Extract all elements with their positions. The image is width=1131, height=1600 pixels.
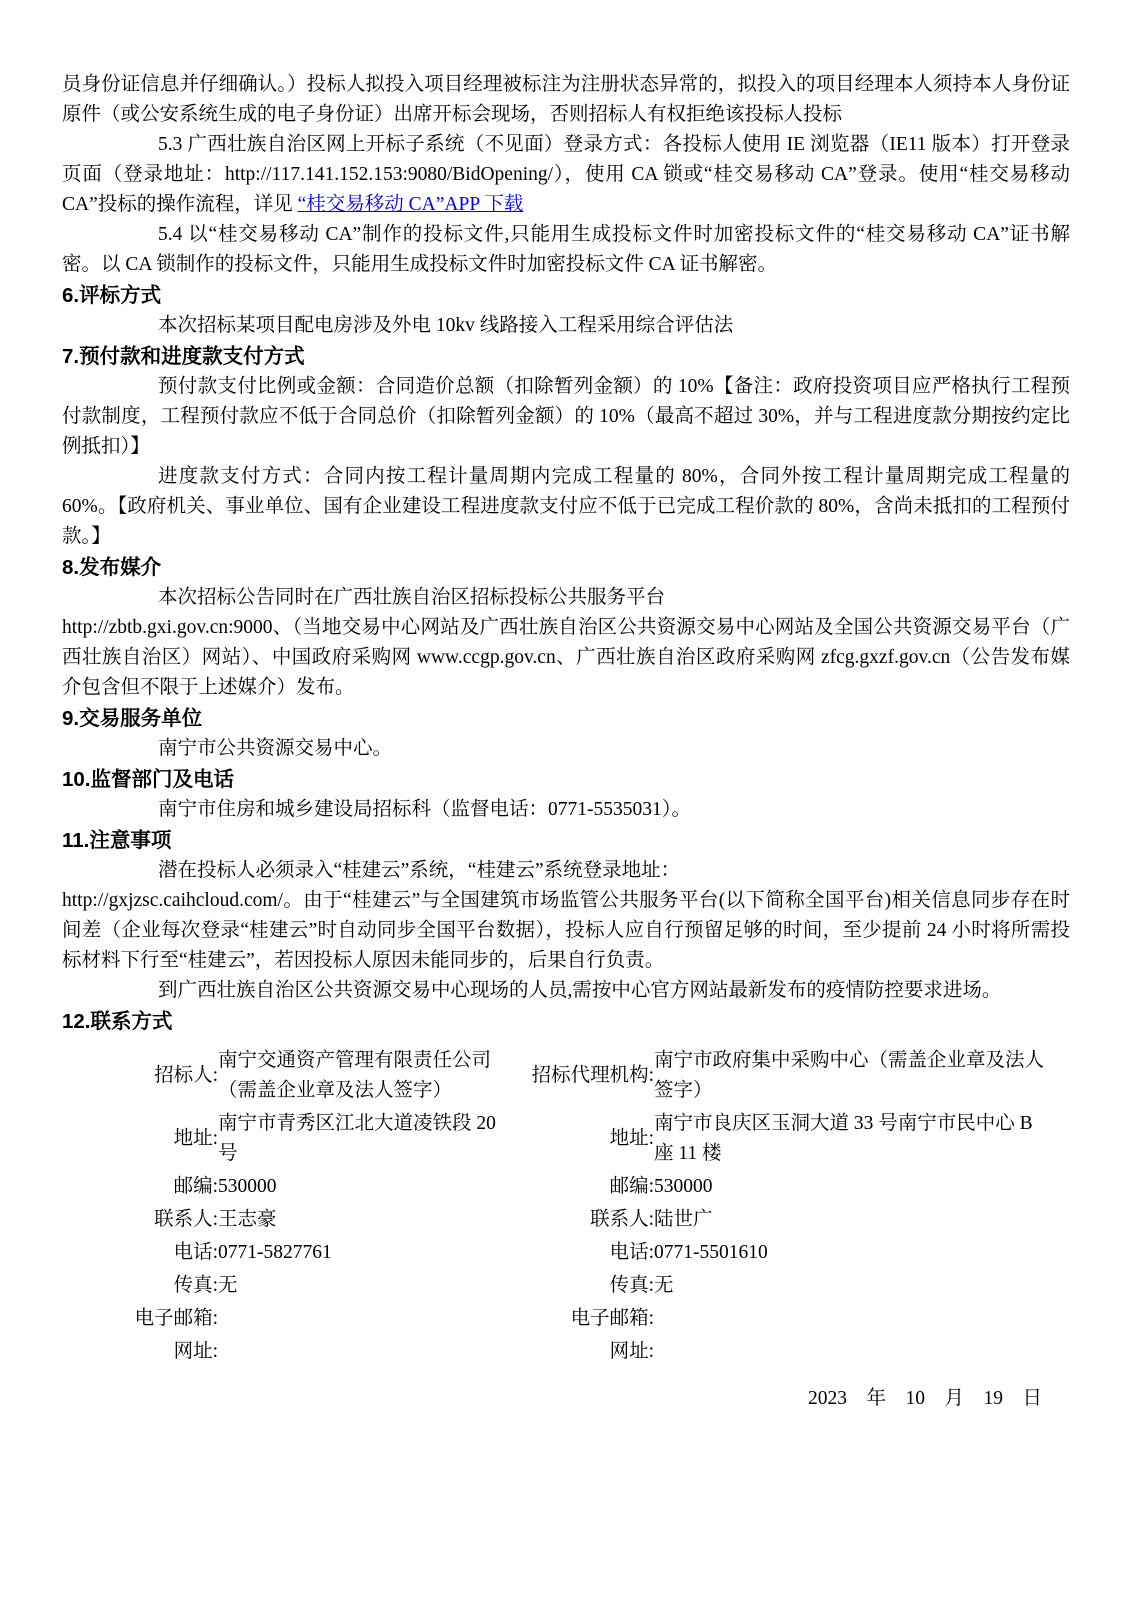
contact-value: 0771-5501610	[654, 1242, 768, 1263]
paragraph-continuation: 员身份证信息并仔细确认。）投标人拟投入项目经理被标注为注册状态异常的，拟投入的项目经理本人须持本人身份证原件（或公安系统生成的电子身份证）出席开标会现场，否则招标人有权拒绝该投标人投标	[62, 74, 1070, 125]
paragraph-5-4: 5.4 以“桂交易移动 CA”制作的投标文件,只能用生成投标文件时加密投标文件的“桂交易移动 CA”证书解密。以 CA 锁制作的投标文件，只能用生成投标文件时加密投标文件 CA 证书解密。	[62, 224, 1070, 275]
contact-label: 网址:	[173, 1341, 218, 1362]
section-11-paragraph-3: 到广西壮族自治区公共资源交易中心现场的人员,需按中心官方网站最新发布的疫情防控要求进场。	[158, 980, 1002, 1001]
section-6-heading: 6.评标方式	[62, 284, 162, 307]
section-7-paragraph-1: 预付款支付比例或金额：合同造价总额（扣除暂列金额）的 10%【备注：政府投资项目应严格执行工程预付款制度，工程预付款应不低于合同总价（扣除暂列金额）的 10%（最高不超过 30%，并与工程进度款分期按约定比例抵扣）】	[62, 376, 1070, 457]
contact-label: 电话:	[609, 1242, 654, 1263]
contact-row-person	[514, 1205, 1070, 1235]
contact-label: 邮编:	[609, 1176, 654, 1197]
contact-row-tenderer	[62, 1046, 514, 1106]
section-8-heading: 8.发布媒介	[62, 556, 162, 579]
contact-label: 招标代理机构:	[531, 1065, 654, 1086]
contact-value: 530000	[654, 1176, 713, 1197]
contact-value: 南宁市青秀区江北大道凌铁段 20 号	[218, 1113, 496, 1164]
contact-value: 南宁市良庆区玉洞大道 33 号南宁市民中心 B 座 11 楼	[654, 1113, 1033, 1164]
contact-row-address	[514, 1109, 1070, 1169]
contact-label: 传真:	[609, 1275, 654, 1296]
contact-label: 网址:	[609, 1341, 654, 1362]
contact-value: 无	[218, 1275, 238, 1296]
section-8-paragraph-2: http://zbtb.gxi.gov.cn:9000、（当地交易中心网站及广西壮族自治区公共资源交易中心网站及全国公共资源交易平台（广西壮族自治区）网站）、中国政府采购网 www.ccgp.gov.cn、广西壮族自治区政府采购网 zfcg.gxzf.gov.cn（公告发布媒介包含但不限于上述媒介）发布。	[62, 617, 1070, 698]
contact-label: 电话:	[173, 1242, 218, 1263]
contact-label: 电子邮箱:	[134, 1308, 218, 1329]
section-10-heading: 10.监督部门及电话	[62, 768, 234, 791]
contact-value: 王志豪	[218, 1209, 277, 1230]
contact-row-postcode	[514, 1172, 1070, 1202]
contact-row-fax	[514, 1271, 1070, 1301]
contact-label: 邮编:	[173, 1176, 218, 1197]
contact-row-agency	[514, 1046, 1070, 1106]
document-date: 2023 年 10 月 19 日	[807, 1388, 1042, 1409]
section-7-heading: 7.预付款和进度款支付方式	[62, 345, 305, 368]
section-11-paragraph-1: 潜在投标人必须录入“桂建云”系统，“桂建云”系统登录地址：	[158, 860, 681, 881]
contact-label: 地址:	[173, 1128, 218, 1149]
contact-row-website	[514, 1337, 1070, 1367]
contact-row-person	[62, 1205, 514, 1235]
paragraph-5-3	[62, 130, 1070, 220]
contact-row-phone	[514, 1238, 1070, 1268]
contact-label: 地址:	[609, 1128, 654, 1149]
contact-label: 联系人:	[590, 1209, 654, 1230]
contact-value: 南宁交通资产管理有限责任公司（需盖企业章及法人签字）	[218, 1050, 492, 1101]
contact-value: 南宁市政府集中采购中心（需盖企业章及法人签字）	[654, 1050, 1045, 1101]
contact-value: 陆世广	[654, 1209, 713, 1230]
contact-row-email	[62, 1304, 514, 1334]
contact-column-agency	[514, 1043, 1070, 1370]
section-11-heading: 11.注意事项	[62, 829, 172, 852]
contact-row-address	[62, 1109, 514, 1169]
section-9-body: 南宁市公共资源交易中心。	[158, 738, 393, 759]
contact-row-website	[62, 1337, 514, 1367]
contact-row-phone	[62, 1238, 514, 1268]
contact-row-postcode	[62, 1172, 514, 1202]
section-7-paragraph-2: 进度款支付方式：合同内按工程计量周期内完成工程量的 80%，合同外按工程计量周期完成工程量的 60%。【政府机关、事业单位、国有企业建设工程进度款支付应不低于已完成工程价款的 80%，含尚未抵扣的工程预付款。】	[62, 466, 1070, 547]
paragraph-5-3-text: 5.3 广西壮族自治区网上开标子系统（不见面）登录方式：各投标人使用 IE 浏览器（IE11 版本）打开登录页面（登录地址：http://117.141.152.153:9080/BidOpening/），使用 CA 锁或“桂交易移动 CA”登录。使用“桂交易移动 CA”投标的操作流程，详见	[62, 134, 1070, 215]
mobile-ca-app-download-link[interactable]: “桂交易移动 CA”APP 下载	[297, 194, 524, 215]
section-9-heading: 9.交易服务单位	[62, 707, 203, 730]
contact-label: 传真:	[173, 1275, 218, 1296]
contact-section	[62, 1043, 1070, 1370]
contact-label: 联系人:	[154, 1209, 218, 1230]
section-12-heading: 12.联系方式	[62, 1010, 173, 1033]
contact-value: 530000	[218, 1176, 277, 1197]
contact-value: 0771-5827761	[218, 1242, 332, 1263]
section-11-paragraph-2: http://gxjzsc.caihcloud.com/。由于“桂建云”与全国建筑市场监管公共服务平台(以下简称全国平台)相关信息同步存在时间差（企业每次登录“桂建云”时自动同步全国平台数据），投标人应自行预留足够的时间，至少提前 24 小时将所需投标材料下行至“桂建云”，若因投标人原因未能同步的，后果自行负责。	[62, 890, 1070, 971]
contact-label: 电子邮箱:	[570, 1308, 654, 1329]
contact-label: 招标人:	[154, 1065, 218, 1086]
contact-column-tenderer	[62, 1043, 514, 1370]
contact-row-fax	[62, 1271, 514, 1301]
section-8-paragraph-1: 本次招标公告同时在广西壮族自治区招标投标公共服务平台	[158, 587, 666, 608]
contact-value: 无	[654, 1275, 674, 1296]
section-10-body: 南宁市住房和城乡建设局招标科（监督电话：0771-5535031）。	[158, 799, 691, 820]
contact-row-email	[514, 1304, 1070, 1334]
section-6-body: 本次招标某项目配电房涉及外电 10kv 线路接入工程采用综合评估法	[158, 315, 734, 336]
